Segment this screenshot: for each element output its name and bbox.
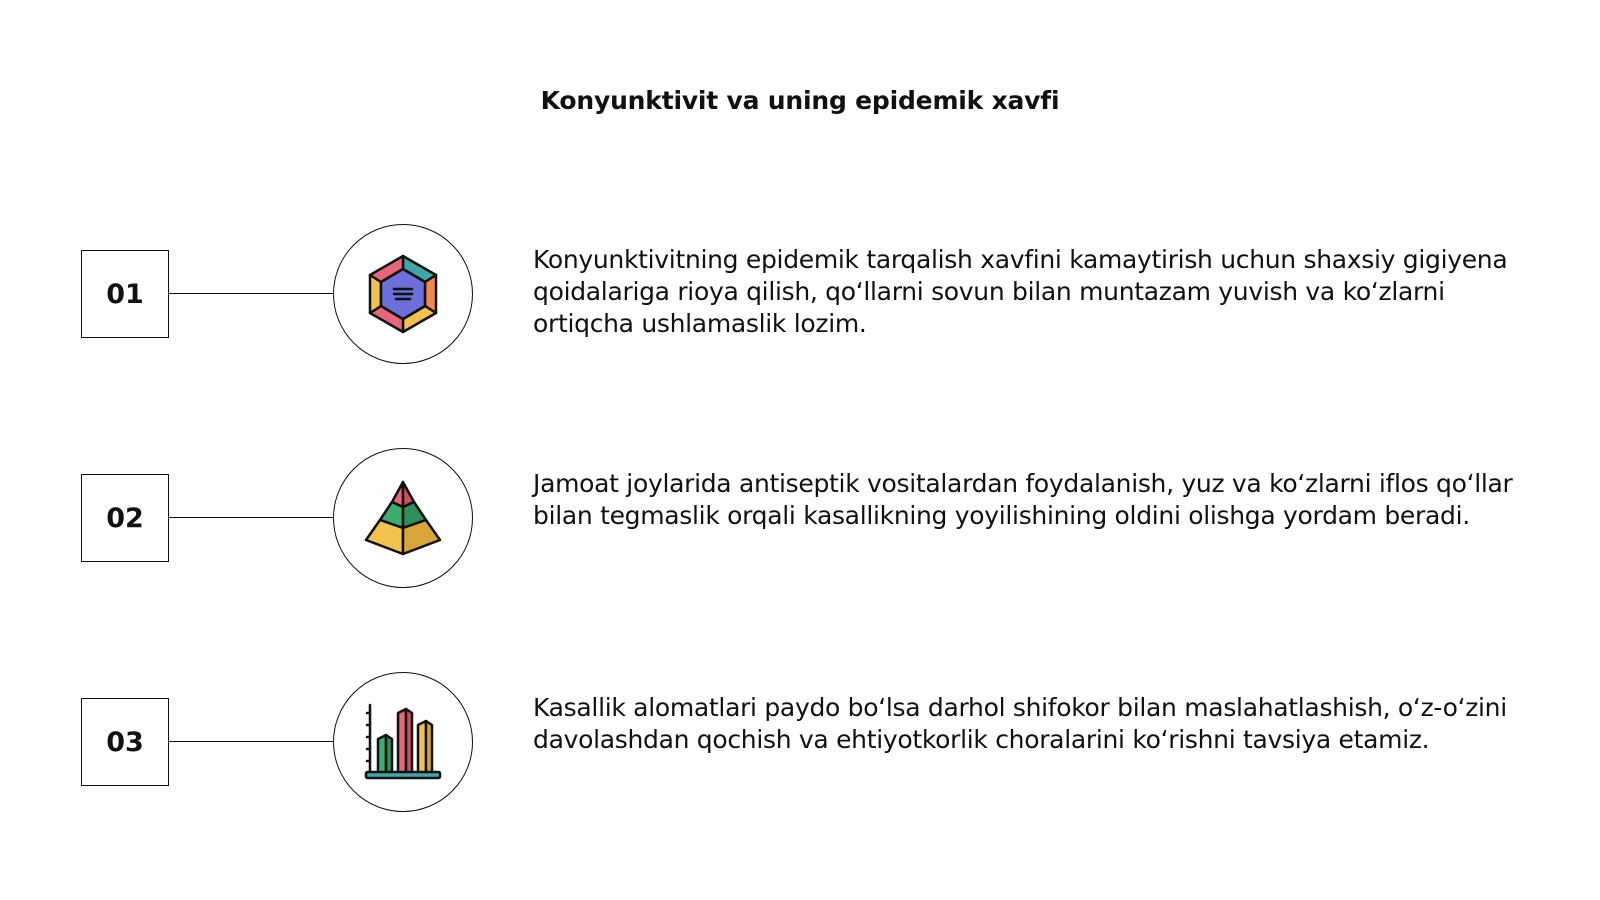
hexagon-icon [365, 253, 441, 335]
list-item [0, 672, 1600, 812]
page-title: Konyunktivit va uning epidemik xavfi [540, 86, 1060, 115]
bar-chart-icon [362, 701, 444, 783]
item-number-box: 02 [81, 474, 169, 562]
icon-circle [333, 224, 473, 364]
icon-circle [333, 672, 473, 812]
list-item [0, 224, 1600, 364]
item-number-box: 01 [81, 250, 169, 338]
item-description: Kasallik alomatlari paydo bo‘lsa darhol shifokor bilan maslahatlashish, o‘z-o‘zini davolashdan qochish va ehtiyotkorlik choralarini ko‘rishni tavsiya etamiz. [533, 693, 1507, 754]
item-number-box: 03 [81, 698, 169, 786]
connector-line [169, 517, 334, 518]
item-description: Jamoat joylarida antiseptik vositalardan foydalanish, yuz va ko‘zlarni iflos qo‘llar bilan tegmaslik orqali kasallikning yoyilishining oldini olishga yordam beradi. [533, 469, 1513, 530]
icon-circle [333, 448, 473, 588]
connector-line [169, 741, 334, 742]
connector-line [169, 293, 334, 294]
list-item [0, 448, 1600, 588]
item-description: Konyunktivitning epidemik tarqalish xavfini kamaytirish uchun shaxsiy gigiyena qoidalariga rioya qilish, qo‘llarni sovun bilan muntazam yuvish va ko‘zlarni ortiqcha ushlamaslik lozim. [533, 245, 1508, 338]
pyramid-icon [363, 478, 443, 558]
